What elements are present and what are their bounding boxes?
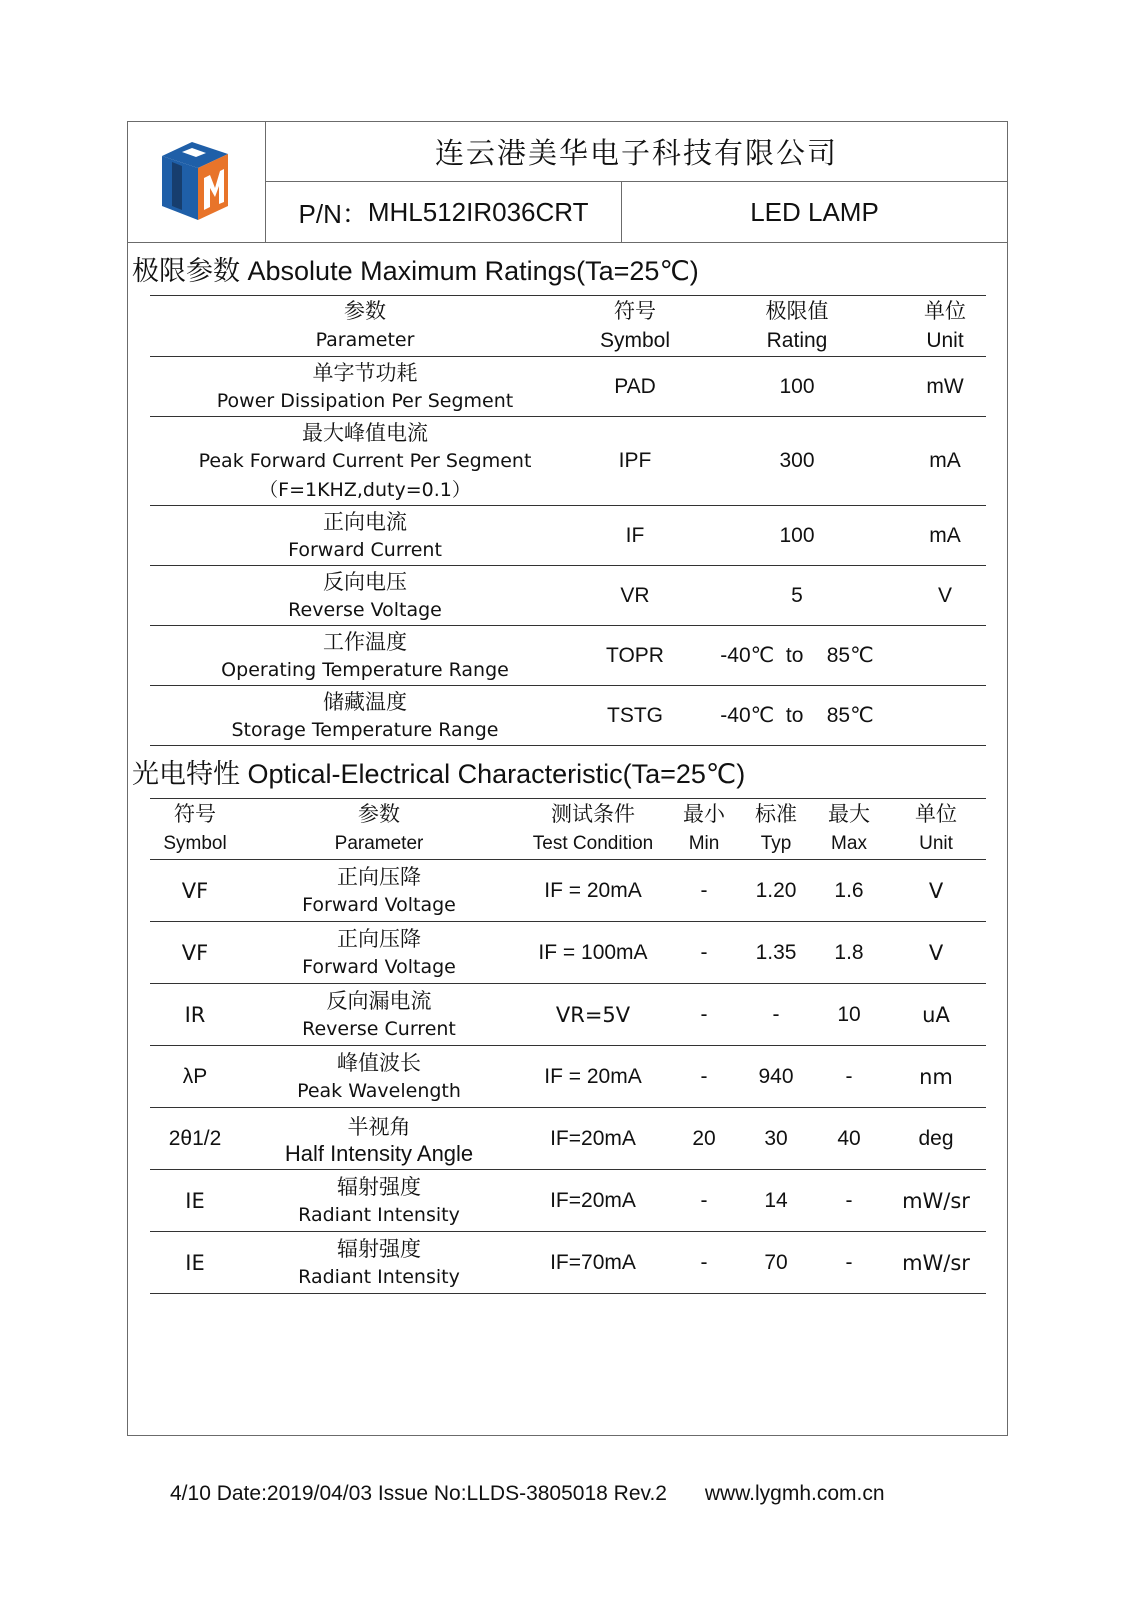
unit-cell: mW/sr: [886, 1170, 986, 1232]
table-header-row: [150, 296, 986, 357]
table-row: [150, 566, 986, 626]
table-row: [150, 860, 986, 922]
condition-cell: VR=5V: [518, 984, 668, 1046]
rating-cell: 300: [690, 417, 904, 506]
symbol-cell: TOPR: [580, 626, 690, 686]
optical-characteristics-table: [150, 798, 986, 1294]
parameter-cell: 正向电流 Forward Current: [150, 506, 580, 566]
table-row: [150, 1170, 986, 1232]
footer-info: 4/10 Date:2019/04/03 Issue No:LLDS-3805018 Rev.2: [170, 1482, 667, 1505]
typ-cell: 14: [740, 1170, 812, 1232]
optical-title-cn: 光电特性: [132, 759, 240, 790]
parameter-cell: 峰值波长 Peak Wavelength: [240, 1046, 518, 1108]
rating-cell: 100: [690, 357, 904, 417]
page-footer: [170, 1482, 885, 1506]
table-row: [150, 506, 986, 566]
symbol-cell: TSTG: [580, 686, 690, 746]
unit-cell: deg: [886, 1108, 986, 1170]
table-row: [150, 417, 986, 506]
rating-cell: 100: [690, 506, 904, 566]
table-row: [150, 686, 986, 746]
unit-cell: uA: [886, 984, 986, 1046]
absolute-ratings-title: [132, 249, 699, 288]
parameter-cell: 工作温度 Operating Temperature Range: [150, 626, 580, 686]
min-cell: -: [668, 1170, 740, 1232]
parameter-cell: 辐射强度 Radiant Intensity: [240, 1170, 518, 1232]
unit-cell: nm: [886, 1046, 986, 1108]
unit-cell: V: [886, 922, 986, 984]
symbol-cell: λP: [150, 1046, 240, 1108]
condition-cell: IF=70mA: [518, 1232, 668, 1294]
symbol-cell: PAD: [580, 357, 690, 417]
min-cell: -: [668, 1046, 740, 1108]
header-unit: 单位 Unit: [886, 799, 986, 860]
header-min: 最小 Min: [668, 799, 740, 860]
symbol-cell: IR: [150, 984, 240, 1046]
header-test-condition: 测试条件 Test Condition: [518, 799, 668, 860]
absolute-title-cn: 极限参数: [132, 256, 240, 287]
part-number-cell: [266, 182, 622, 243]
table-header-row: [150, 799, 986, 860]
symbol-cell: IE: [150, 1232, 240, 1294]
typ-cell: 1.20: [740, 860, 812, 922]
max-cell: 10: [812, 984, 886, 1046]
parameter-cell: 正向压降 Forward Voltage: [240, 860, 518, 922]
table-row: [150, 1232, 986, 1294]
max-cell: 40: [812, 1108, 886, 1170]
rating-cell: 5: [690, 566, 904, 626]
optical-title-en: Optical-Electrical Characteristic(Ta=25℃): [247, 759, 746, 789]
footer-website: www.lygmh.com.cn: [704, 1482, 885, 1505]
parameter-cell: 储藏温度 Storage Temperature Range: [150, 686, 580, 746]
unit-cell: V: [904, 566, 986, 626]
header-symbol: 符号 Symbol: [580, 296, 690, 357]
unit-cell: mA: [904, 417, 986, 506]
header-parameter: 参数 Parameter: [150, 296, 580, 357]
symbol-cell: 2θ1/2: [150, 1108, 240, 1170]
symbol-cell: IE: [150, 1170, 240, 1232]
condition-cell: IF=20mA: [518, 1170, 668, 1232]
product-type: LED LAMP: [622, 182, 1007, 243]
typ-cell: -: [740, 984, 812, 1046]
condition-cell: IF = 100mA: [518, 922, 668, 984]
symbol-cell: IF: [580, 506, 690, 566]
symbol-cell: IPF: [580, 417, 690, 506]
header-parameter: 参数 Parameter: [240, 799, 518, 860]
typ-cell: 30: [740, 1108, 812, 1170]
table-row: [150, 626, 986, 686]
min-cell: -: [668, 860, 740, 922]
rating-cell: -40℃ to 85℃: [690, 626, 904, 686]
part-number: MHL512IR036CRT: [367, 196, 589, 227]
typ-cell: 940: [740, 1046, 812, 1108]
max-cell: -: [812, 1046, 886, 1108]
table-row: [150, 984, 986, 1046]
optical-characteristics-title: [132, 752, 745, 791]
max-cell: 1.6: [812, 860, 886, 922]
max-cell: -: [812, 1232, 886, 1294]
pn-label: P/N：: [298, 198, 368, 229]
condition-cell: IF = 20mA: [518, 860, 668, 922]
unit-cell: V: [886, 860, 986, 922]
max-cell: -: [812, 1170, 886, 1232]
header-unit: 单位 Unit: [904, 296, 986, 357]
unit-cell: mW/sr: [886, 1232, 986, 1294]
company-name: 连云港美华电子科技有限公司: [266, 122, 1007, 182]
unit-cell: [904, 686, 986, 746]
absolute-ratings-table: [150, 295, 986, 746]
min-cell: -: [668, 984, 740, 1046]
logo-cell: [128, 122, 266, 243]
symbol-cell: VF: [150, 922, 240, 984]
symbol-cell: VR: [580, 566, 690, 626]
table-row: [150, 922, 986, 984]
min-cell: -: [668, 1232, 740, 1294]
table-row: [150, 1108, 986, 1170]
parameter-cell: 反向电压 Reverse Voltage: [150, 566, 580, 626]
unit-cell: [904, 626, 986, 686]
rating-cell: -40℃ to 85℃: [690, 686, 904, 746]
parameter-cell: 半视角 Half Intensity Angle: [240, 1108, 518, 1170]
min-cell: -: [668, 922, 740, 984]
condition-cell: IF=20mA: [518, 1108, 668, 1170]
parameter-cell: 单字节功耗 Power Dissipation Per Segment: [150, 357, 580, 417]
condition-cell: IF = 20mA: [518, 1046, 668, 1108]
parameter-cell: 反向漏电流 Reverse Current: [240, 984, 518, 1046]
table-row: [150, 1046, 986, 1108]
header-max: 最大 Max: [812, 799, 886, 860]
datasheet-frame: [127, 121, 1008, 1436]
parameter-cell: 最大峰值电流 Peak Forward Current Per Segment （F=1KHZ,duty=0.1）: [150, 417, 580, 506]
company-logo-icon: [158, 140, 232, 222]
unit-cell: mW: [904, 357, 986, 417]
absolute-title-en: Absolute Maximum Ratings(Ta=25℃): [247, 256, 699, 286]
symbol-cell: VF: [150, 860, 240, 922]
min-cell: 20: [668, 1108, 740, 1170]
typ-cell: 1.35: [740, 922, 812, 984]
parameter-cell: 辐射强度 Radiant Intensity: [240, 1232, 518, 1294]
header-typ: 标准 Typ: [740, 799, 812, 860]
typ-cell: 70: [740, 1232, 812, 1294]
unit-cell: mA: [904, 506, 986, 566]
max-cell: 1.8: [812, 922, 886, 984]
table-row: [150, 357, 986, 417]
parameter-cell: 正向压降 Forward Voltage: [240, 922, 518, 984]
header-symbol: 符号 Symbol: [150, 799, 240, 860]
header-rating: 极限值 Rating: [690, 296, 904, 357]
